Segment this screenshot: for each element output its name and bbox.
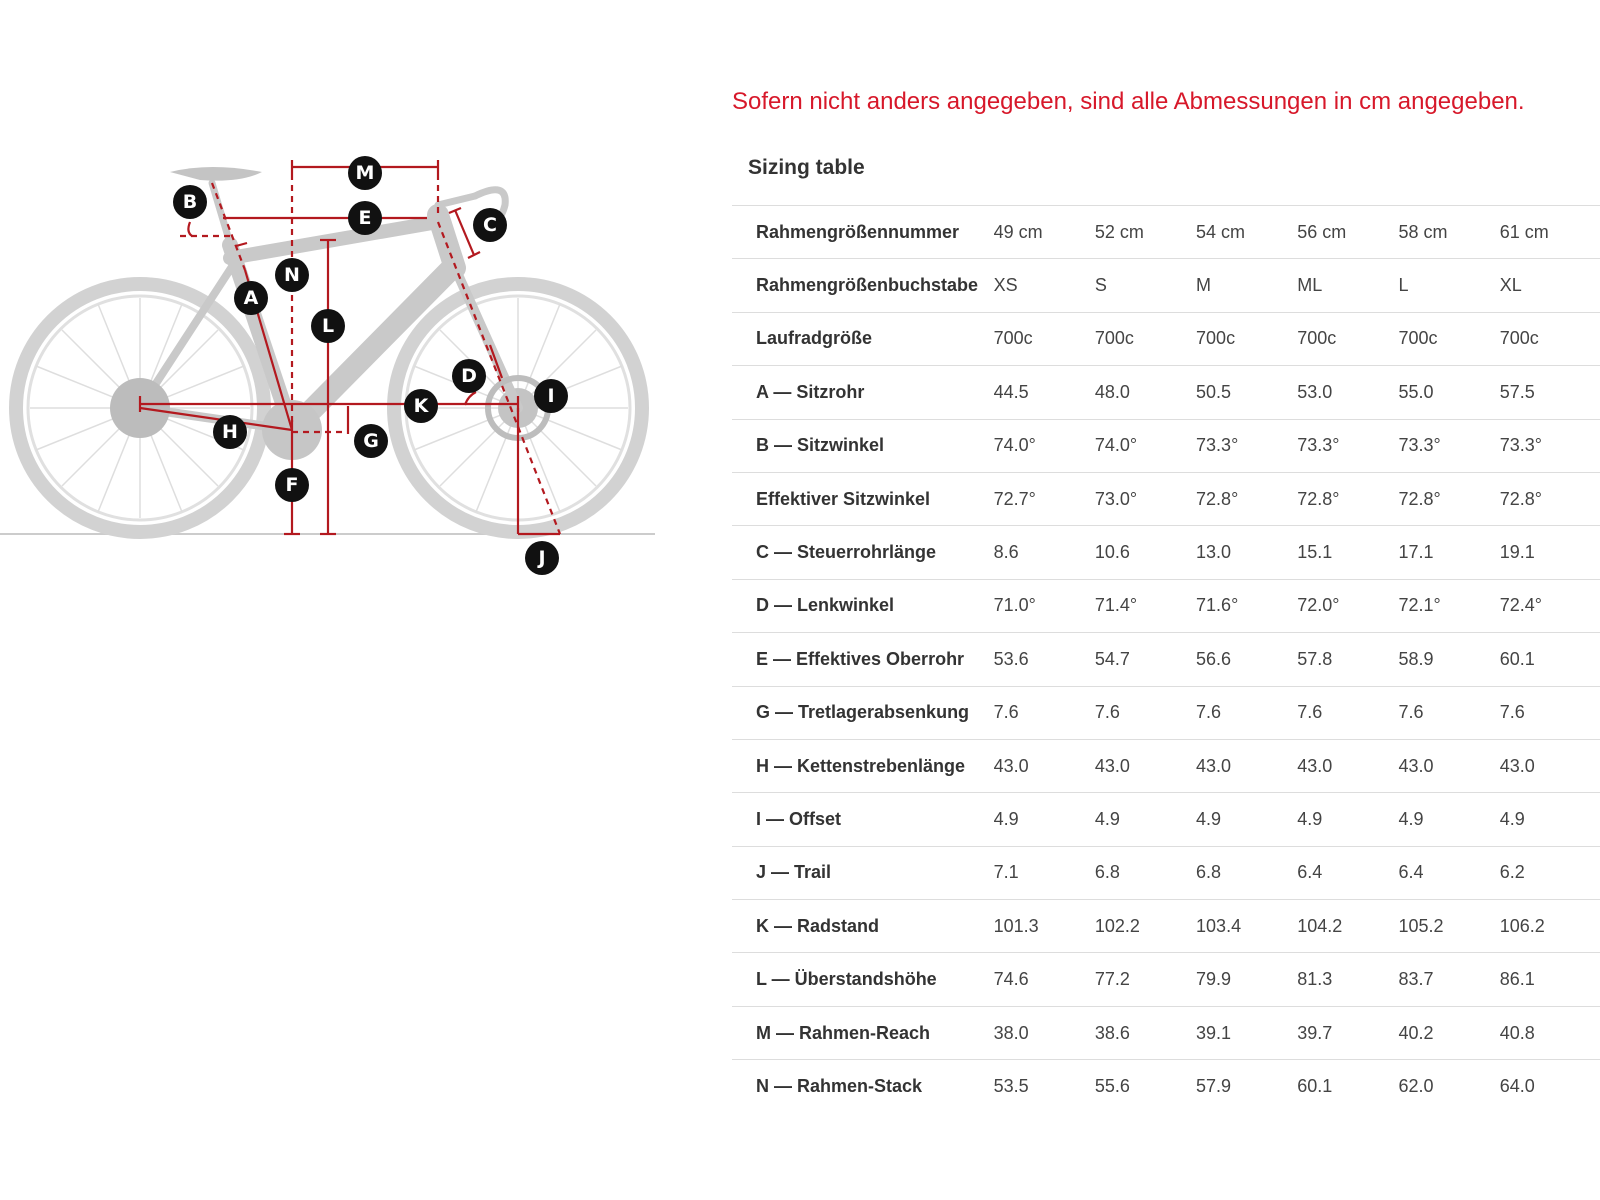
table-row bbox=[732, 953, 1600, 1006]
table-cell: 4.9 bbox=[1196, 793, 1297, 846]
table-cell: 39.1 bbox=[1196, 1006, 1297, 1059]
table-cell: 15.1 bbox=[1297, 526, 1398, 579]
table-cell: 43.0 bbox=[1095, 739, 1196, 792]
table-cell: XL bbox=[1500, 259, 1600, 312]
table-cell: 6.4 bbox=[1297, 846, 1398, 899]
table-cell: 49 cm bbox=[994, 206, 1095, 259]
badge-e bbox=[348, 201, 382, 235]
table-cell: S bbox=[1095, 259, 1196, 312]
table-cell: 72.0° bbox=[1297, 579, 1398, 632]
badge-m-text: M bbox=[355, 162, 375, 184]
table-cell: 43.0 bbox=[1196, 739, 1297, 792]
table-cell: 102.2 bbox=[1095, 900, 1196, 953]
badge-n bbox=[275, 258, 309, 292]
table-cell: 50.5 bbox=[1196, 366, 1297, 419]
table-row bbox=[732, 206, 1600, 259]
table-cell: 43.0 bbox=[1398, 739, 1499, 792]
table-row bbox=[732, 1006, 1600, 1059]
badge-l-text: L bbox=[321, 315, 335, 337]
row-label: B — Sitzwinkel bbox=[732, 419, 994, 472]
badge-j bbox=[525, 541, 559, 575]
badge-d bbox=[452, 359, 486, 393]
table-cell: 43.0 bbox=[994, 739, 1095, 792]
table-cell: L bbox=[1398, 259, 1499, 312]
table-row bbox=[732, 686, 1600, 739]
table-cell: 700c bbox=[1297, 312, 1398, 365]
table-cell: 73.3° bbox=[1297, 419, 1398, 472]
table-cell: 71.0° bbox=[994, 579, 1095, 632]
table-cell: 81.3 bbox=[1297, 953, 1398, 1006]
row-label: Laufradgröße bbox=[732, 312, 994, 365]
table-cell: 73.0° bbox=[1095, 472, 1196, 525]
row-label: E — Effektives Oberrohr bbox=[732, 633, 994, 686]
table-cell: 56 cm bbox=[1297, 206, 1398, 259]
table-cell: 72.8° bbox=[1398, 472, 1499, 525]
table-cell: 4.9 bbox=[1297, 793, 1398, 846]
table-cell: 72.8° bbox=[1196, 472, 1297, 525]
badge-a bbox=[234, 281, 268, 315]
table-cell: 62.0 bbox=[1398, 1060, 1499, 1113]
table-cell: 77.2 bbox=[1095, 953, 1196, 1006]
sizing-table-title: Sizing table bbox=[748, 156, 865, 179]
table-cell: 43.0 bbox=[1297, 739, 1398, 792]
table-cell: 72.8° bbox=[1297, 472, 1398, 525]
table-cell: 58.9 bbox=[1398, 633, 1499, 686]
table-cell: ML bbox=[1297, 259, 1398, 312]
units-note: Sofern nicht anders angegeben, sind alle Abmessungen in cm angegeben. bbox=[732, 88, 1525, 115]
table-cell: 55.0 bbox=[1398, 366, 1499, 419]
table-cell: 700c bbox=[994, 312, 1095, 365]
table-cell: 57.8 bbox=[1297, 633, 1398, 686]
badge-f bbox=[275, 468, 309, 502]
table-cell: 8.6 bbox=[994, 526, 1095, 579]
badge-b-text: B bbox=[182, 191, 198, 213]
badge-n-text: N bbox=[284, 264, 300, 286]
table-cell: 53.6 bbox=[994, 633, 1095, 686]
table-cell: 44.5 bbox=[994, 366, 1095, 419]
table-row bbox=[732, 739, 1600, 792]
table-row bbox=[732, 419, 1600, 472]
table-cell: 7.6 bbox=[994, 686, 1095, 739]
table-cell: 52 cm bbox=[1095, 206, 1196, 259]
table-cell: 86.1 bbox=[1500, 953, 1600, 1006]
sizing-table bbox=[732, 205, 1600, 1113]
table-cell: 4.9 bbox=[1095, 793, 1196, 846]
table-cell: 6.2 bbox=[1500, 846, 1600, 899]
table-cell: 79.9 bbox=[1196, 953, 1297, 1006]
table-cell: 4.9 bbox=[994, 793, 1095, 846]
table-cell: 61 cm bbox=[1500, 206, 1600, 259]
row-label: L — Überstandshöhe bbox=[732, 953, 994, 1006]
table-cell: 700c bbox=[1095, 312, 1196, 365]
table-cell: 106.2 bbox=[1500, 900, 1600, 953]
table-cell: 53.0 bbox=[1297, 366, 1398, 419]
table-cell: 55.6 bbox=[1095, 1060, 1196, 1113]
table-cell: 38.0 bbox=[994, 1006, 1095, 1059]
table-cell: 6.4 bbox=[1398, 846, 1499, 899]
badge-g-text: G bbox=[363, 430, 379, 452]
table-cell: 43.0 bbox=[1500, 739, 1600, 792]
table-cell: 58 cm bbox=[1398, 206, 1499, 259]
badge-m bbox=[348, 156, 382, 190]
badge-j-text: J bbox=[538, 547, 546, 569]
table-cell: 72.7° bbox=[994, 472, 1095, 525]
row-label: I — Offset bbox=[732, 793, 994, 846]
table-cell: 40.8 bbox=[1500, 1006, 1600, 1059]
badge-k bbox=[404, 389, 438, 423]
table-cell: 39.7 bbox=[1297, 1006, 1398, 1059]
table-cell: 72.4° bbox=[1500, 579, 1600, 632]
table-cell: 13.0 bbox=[1196, 526, 1297, 579]
table-cell: 700c bbox=[1196, 312, 1297, 365]
table-cell: M bbox=[1196, 259, 1297, 312]
table-cell: 64.0 bbox=[1500, 1060, 1600, 1113]
table-row bbox=[732, 526, 1600, 579]
table-cell: 73.3° bbox=[1398, 419, 1499, 472]
row-label: Rahmengrößenbuchstabe bbox=[732, 259, 994, 312]
table-row bbox=[732, 579, 1600, 632]
table-cell: 19.1 bbox=[1500, 526, 1600, 579]
table-cell: 56.6 bbox=[1196, 633, 1297, 686]
table-cell: 104.2 bbox=[1297, 900, 1398, 953]
table-cell: 7.6 bbox=[1398, 686, 1499, 739]
table-cell: 71.4° bbox=[1095, 579, 1196, 632]
table-cell: 74.0° bbox=[994, 419, 1095, 472]
table-cell: 57.9 bbox=[1196, 1060, 1297, 1113]
table-cell: 72.1° bbox=[1398, 579, 1499, 632]
row-label: Effektiver Sitzwinkel bbox=[732, 472, 994, 525]
table-cell: 73.3° bbox=[1196, 419, 1297, 472]
table-cell: 74.0° bbox=[1095, 419, 1196, 472]
badge-l bbox=[311, 309, 345, 343]
badge-a-text: A bbox=[243, 287, 259, 309]
table-row bbox=[732, 259, 1600, 312]
badge-h-text: H bbox=[222, 421, 238, 443]
saddle bbox=[170, 167, 262, 181]
table-cell: 38.6 bbox=[1095, 1006, 1196, 1059]
table-cell: 57.5 bbox=[1500, 366, 1600, 419]
row-label: Rahmengrößennummer bbox=[732, 206, 994, 259]
table-cell: 48.0 bbox=[1095, 366, 1196, 419]
table-cell: 7.6 bbox=[1297, 686, 1398, 739]
badge-i bbox=[534, 379, 568, 413]
table-row bbox=[732, 793, 1600, 846]
row-label: K — Radstand bbox=[732, 900, 994, 953]
table-cell: 7.6 bbox=[1500, 686, 1600, 739]
badge-c bbox=[473, 208, 507, 242]
table-cell: 60.1 bbox=[1297, 1060, 1398, 1113]
row-label: H — Kettenstrebenlänge bbox=[732, 739, 994, 792]
badge-h bbox=[213, 415, 247, 449]
row-label: A — Sitzrohr bbox=[732, 366, 994, 419]
table-cell: XS bbox=[994, 259, 1095, 312]
badge-k-text: K bbox=[413, 395, 429, 417]
table-cell: 83.7 bbox=[1398, 953, 1499, 1006]
table-cell: 72.8° bbox=[1500, 472, 1600, 525]
table-cell: 700c bbox=[1398, 312, 1499, 365]
table-cell: 7.6 bbox=[1095, 686, 1196, 739]
table-cell: 4.9 bbox=[1398, 793, 1499, 846]
table-cell: 60.1 bbox=[1500, 633, 1600, 686]
table-cell: 700c bbox=[1500, 312, 1600, 365]
table-cell: 74.6 bbox=[994, 953, 1095, 1006]
table-row bbox=[732, 633, 1600, 686]
badge-b bbox=[173, 185, 207, 219]
table-cell: 7.1 bbox=[994, 846, 1095, 899]
table-cell: 40.2 bbox=[1398, 1006, 1499, 1059]
table-row bbox=[732, 312, 1600, 365]
bike-geometry-diagram bbox=[0, 140, 680, 600]
table-cell: 73.3° bbox=[1500, 419, 1600, 472]
badge-i-text: I bbox=[547, 385, 555, 407]
table-row bbox=[732, 472, 1600, 525]
table-cell: 54 cm bbox=[1196, 206, 1297, 259]
table-cell: 101.3 bbox=[994, 900, 1095, 953]
table-cell: 6.8 bbox=[1196, 846, 1297, 899]
table-cell: 53.5 bbox=[994, 1060, 1095, 1113]
table-cell: 54.7 bbox=[1095, 633, 1196, 686]
row-label: D — Lenkwinkel bbox=[732, 579, 994, 632]
badge-f-text: F bbox=[285, 474, 299, 496]
table-cell: 4.9 bbox=[1500, 793, 1600, 846]
table-row bbox=[732, 900, 1600, 953]
row-label: C — Steuerrohrlänge bbox=[732, 526, 994, 579]
row-label: M — Rahmen-Reach bbox=[732, 1006, 994, 1059]
badge-e-text: E bbox=[358, 207, 372, 229]
sizing-table-body bbox=[732, 206, 1600, 1113]
table-cell: 71.6° bbox=[1196, 579, 1297, 632]
table-cell: 103.4 bbox=[1196, 900, 1297, 953]
table-cell: 7.6 bbox=[1196, 686, 1297, 739]
table-cell: 17.1 bbox=[1398, 526, 1499, 579]
table-cell: 10.6 bbox=[1095, 526, 1196, 579]
table-row bbox=[732, 1060, 1600, 1113]
table-row bbox=[732, 846, 1600, 899]
badge-d-text: D bbox=[461, 365, 477, 387]
badge-c-text: C bbox=[483, 214, 497, 236]
row-label: J — Trail bbox=[732, 846, 994, 899]
row-label: G — Tretlagerabsenkung bbox=[732, 686, 994, 739]
table-cell: 6.8 bbox=[1095, 846, 1196, 899]
table-cell: 105.2 bbox=[1398, 900, 1499, 953]
table-row bbox=[732, 366, 1600, 419]
badge-g bbox=[354, 424, 388, 458]
row-label: N — Rahmen-Stack bbox=[732, 1060, 994, 1113]
